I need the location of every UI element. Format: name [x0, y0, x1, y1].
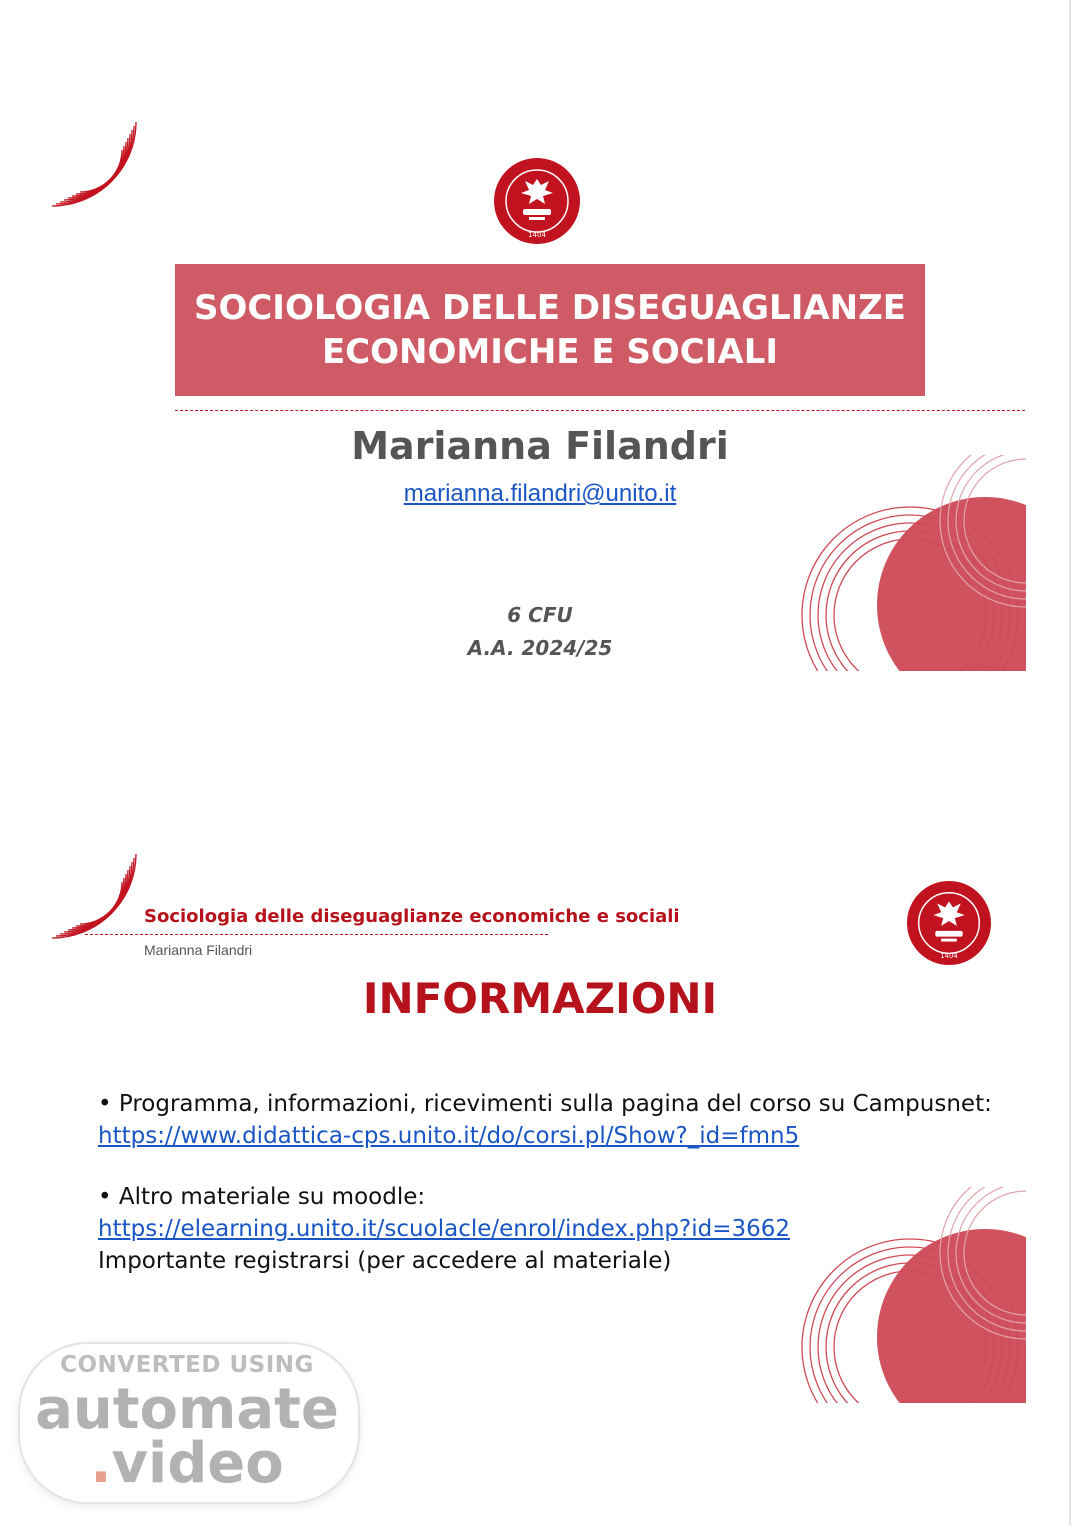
- title-banner: [175, 264, 925, 396]
- page-edge: [1069, 0, 1071, 1526]
- university-seal-icon: [906, 880, 992, 966]
- slide-header-title: Sociologia delle diseguaglianze economiche e sociali: [144, 906, 680, 927]
- author-email-link[interactable]: marianna.filandri@unito.it: [403, 480, 677, 507]
- divider: [175, 410, 1025, 411]
- registration-note: Importante registrarsi (per accedere al materiale): [98, 1248, 672, 1274]
- bullet-moodle: • Altro materiale su moodle:: [98, 1184, 426, 1210]
- bullet-campusnet: • Programma, informazioni, ricevimenti sulla pagina del corso su Campusnet:: [98, 1091, 992, 1117]
- slide-header-author: Marianna Filandri: [144, 942, 253, 958]
- watermark-brand-suffix: [18, 1432, 356, 1496]
- decorative-circles-icon: [800, 1187, 1026, 1403]
- decorative-arcs-icon: [50, 852, 140, 947]
- section-title: INFORMAZIONI: [362, 974, 718, 1023]
- watermark-brand: automate: [35, 1377, 339, 1442]
- credits-label: 6 CFU: [507, 603, 573, 627]
- author-name: Marianna Filandri: [351, 424, 729, 468]
- academic-year-label: A.A. 2024/25: [467, 636, 613, 660]
- course-title: SOCIOLOGIA DELLE DISEGUAGLIANZE ECONOMICHE E SOCIALI: [193, 288, 907, 372]
- decorative-circles-icon: [800, 455, 1026, 671]
- divider: [85, 934, 548, 935]
- watermark-video: video: [111, 1431, 284, 1496]
- campusnet-link[interactable]: https://www.didattica-cps.unito.it/do/corsi.pl/Show?_id=fmn5: [98, 1123, 800, 1149]
- svg-text:1404: 1404: [940, 952, 958, 961]
- svg-text:1404: 1404: [528, 231, 546, 239]
- moodle-link[interactable]: https://elearning.unito.it/scuolacle/enrol/index.php?id=3662: [98, 1216, 791, 1242]
- decorative-arcs-icon: [50, 120, 140, 215]
- university-seal-icon: [493, 157, 581, 245]
- watermark-dot: .: [90, 1431, 112, 1496]
- watermark-caption: CONVERTED USING: [60, 1352, 314, 1378]
